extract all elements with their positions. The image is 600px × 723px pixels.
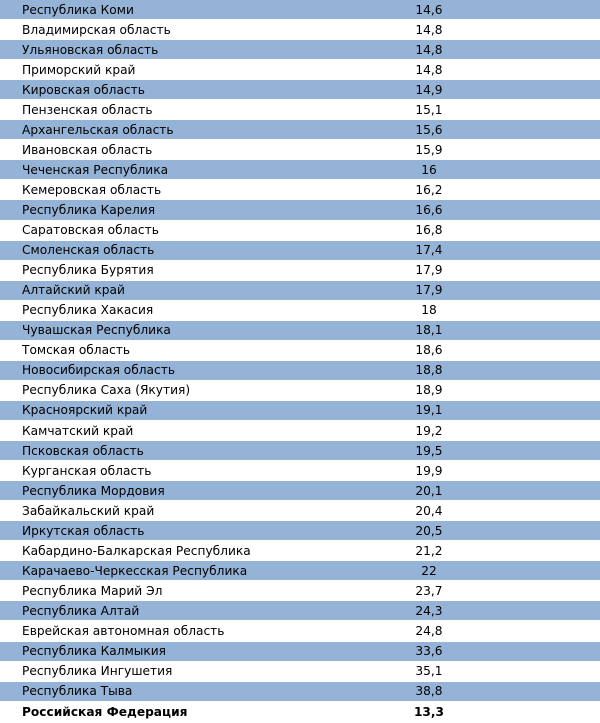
table-row [0, 200, 600, 220]
table-row [0, 180, 600, 200]
table-row [0, 80, 600, 100]
table-row [0, 642, 600, 662]
table-row [0, 461, 600, 481]
region-cell: Забайкальский край [22, 503, 155, 518]
region-cell: Республика Бурятия [22, 263, 154, 278]
value-cell: 19,5 [415, 443, 443, 458]
region-cell: Кабардино-Балкарская Республика [22, 543, 251, 558]
region-cell: Псковская область [22, 443, 144, 458]
table-row [0, 261, 600, 281]
region-cell: Республика Карелия [22, 202, 156, 217]
region-cell: Еврейская автономная область [22, 623, 225, 638]
total-row [0, 702, 600, 722]
region-cell: Карачаево-Черкесская Республика [22, 563, 248, 578]
value-cell: 33,6 [415, 644, 443, 659]
table-row [0, 301, 600, 321]
table-row [0, 361, 600, 381]
value-cell: 17,9 [415, 263, 443, 278]
value-cell: 35,1 [415, 664, 443, 679]
region-cell: Новосибирская область [22, 363, 176, 378]
value-cell: 14,9 [415, 82, 443, 97]
region-cell: Пензенская область [22, 102, 153, 117]
value-cell: 18,8 [415, 363, 443, 378]
table-row [0, 341, 600, 361]
table-row [0, 140, 600, 160]
region-cell: Владимирская область [22, 22, 171, 37]
table-row [0, 401, 600, 421]
value-cell: 14,6 [415, 2, 443, 17]
region-cell: Ивановская область [22, 142, 153, 157]
value-cell: 19,2 [415, 423, 443, 438]
region-cell: Республика Ингушетия [22, 664, 173, 679]
value-cell: 24,8 [415, 623, 443, 638]
region-cell: Республика Мордовия [22, 483, 165, 498]
region-cell: Камчатский край [22, 423, 134, 438]
region-cell: Курганская область [22, 463, 152, 478]
value-cell: 15,9 [415, 142, 443, 157]
region-cell: Республика Саха (Якутия) [22, 383, 191, 398]
value-cell: 18 [421, 303, 437, 318]
region-cell: Республика Марий Эл [22, 583, 163, 598]
value-cell: 20,1 [415, 483, 443, 498]
table-row [0, 281, 600, 301]
region-cell: Ульяновская область [22, 42, 159, 57]
table-row [0, 441, 600, 461]
table-row [0, 160, 600, 180]
region-cell: Приморский край [22, 62, 136, 77]
region-cell: Кировская область [22, 82, 145, 97]
region-cell: Республика Хакасия [22, 303, 154, 318]
table-row [0, 621, 600, 641]
table-row [0, 521, 600, 541]
region-cell: Красноярский край [22, 403, 148, 418]
region-cell: Республика Калмыкия [22, 644, 167, 659]
table-row [0, 561, 600, 581]
region-cell: Архангельская область [22, 122, 174, 137]
table-row [0, 241, 600, 261]
value-cell: 14,8 [415, 42, 443, 57]
value-cell: 16,6 [415, 202, 443, 217]
table-row [0, 421, 600, 441]
table-row [0, 381, 600, 401]
value-cell: 22 [421, 563, 437, 578]
region-cell: Алтайский край [22, 283, 125, 298]
value-cell: 18,1 [415, 323, 443, 338]
table-row [0, 541, 600, 561]
region-cell: Республика Тыва [22, 684, 133, 699]
value-cell: 20,4 [415, 503, 443, 518]
region-cell: Саратовская область [22, 223, 159, 238]
region-cell: Кемеровская область [22, 182, 162, 197]
region-cell: Томская область [22, 343, 131, 358]
table-row [0, 662, 600, 682]
table-row [0, 120, 600, 140]
value-cell: 15,1 [415, 102, 443, 117]
table-row [0, 581, 600, 601]
value-cell: 18,6 [415, 343, 443, 358]
value-cell: 16,2 [415, 182, 443, 197]
total-region-label: Российская Федерация [22, 704, 188, 719]
table-row [0, 321, 600, 341]
value-cell: 21,2 [415, 543, 443, 558]
table-row [0, 601, 600, 621]
value-cell: 16 [421, 162, 437, 177]
value-cell: 14,8 [415, 22, 443, 37]
value-cell: 17,4 [415, 243, 443, 258]
value-cell: 24,3 [415, 603, 443, 618]
value-cell: 23,7 [415, 583, 443, 598]
region-cell: Республика Коми [22, 2, 134, 17]
table-row [0, 501, 600, 521]
table-row [0, 60, 600, 80]
table-row [0, 682, 600, 702]
table-row [0, 40, 600, 60]
table-row [0, 481, 600, 501]
value-cell: 16,8 [415, 223, 443, 238]
region-cell: Республика Алтай [22, 603, 140, 618]
total-value: 13,3 [413, 704, 445, 719]
table-row [0, 0, 600, 20]
table-row [0, 100, 600, 120]
region-cell: Чеченская Республика [22, 162, 169, 177]
value-cell: 15,6 [415, 122, 443, 137]
table-row [0, 20, 600, 40]
value-cell: 20,5 [415, 523, 443, 538]
region-cell: Иркутская область [22, 523, 145, 538]
value-cell: 17,9 [415, 283, 443, 298]
value-cell: 19,1 [415, 403, 443, 418]
region-cell: Чувашская Республика [22, 323, 171, 338]
value-cell: 14,8 [415, 62, 443, 77]
value-cell: 38,8 [415, 684, 443, 699]
value-cell: 18,9 [415, 383, 443, 398]
value-cell: 19,9 [415, 463, 443, 478]
table-row [0, 221, 600, 241]
region-cell: Смоленская область [22, 243, 155, 258]
